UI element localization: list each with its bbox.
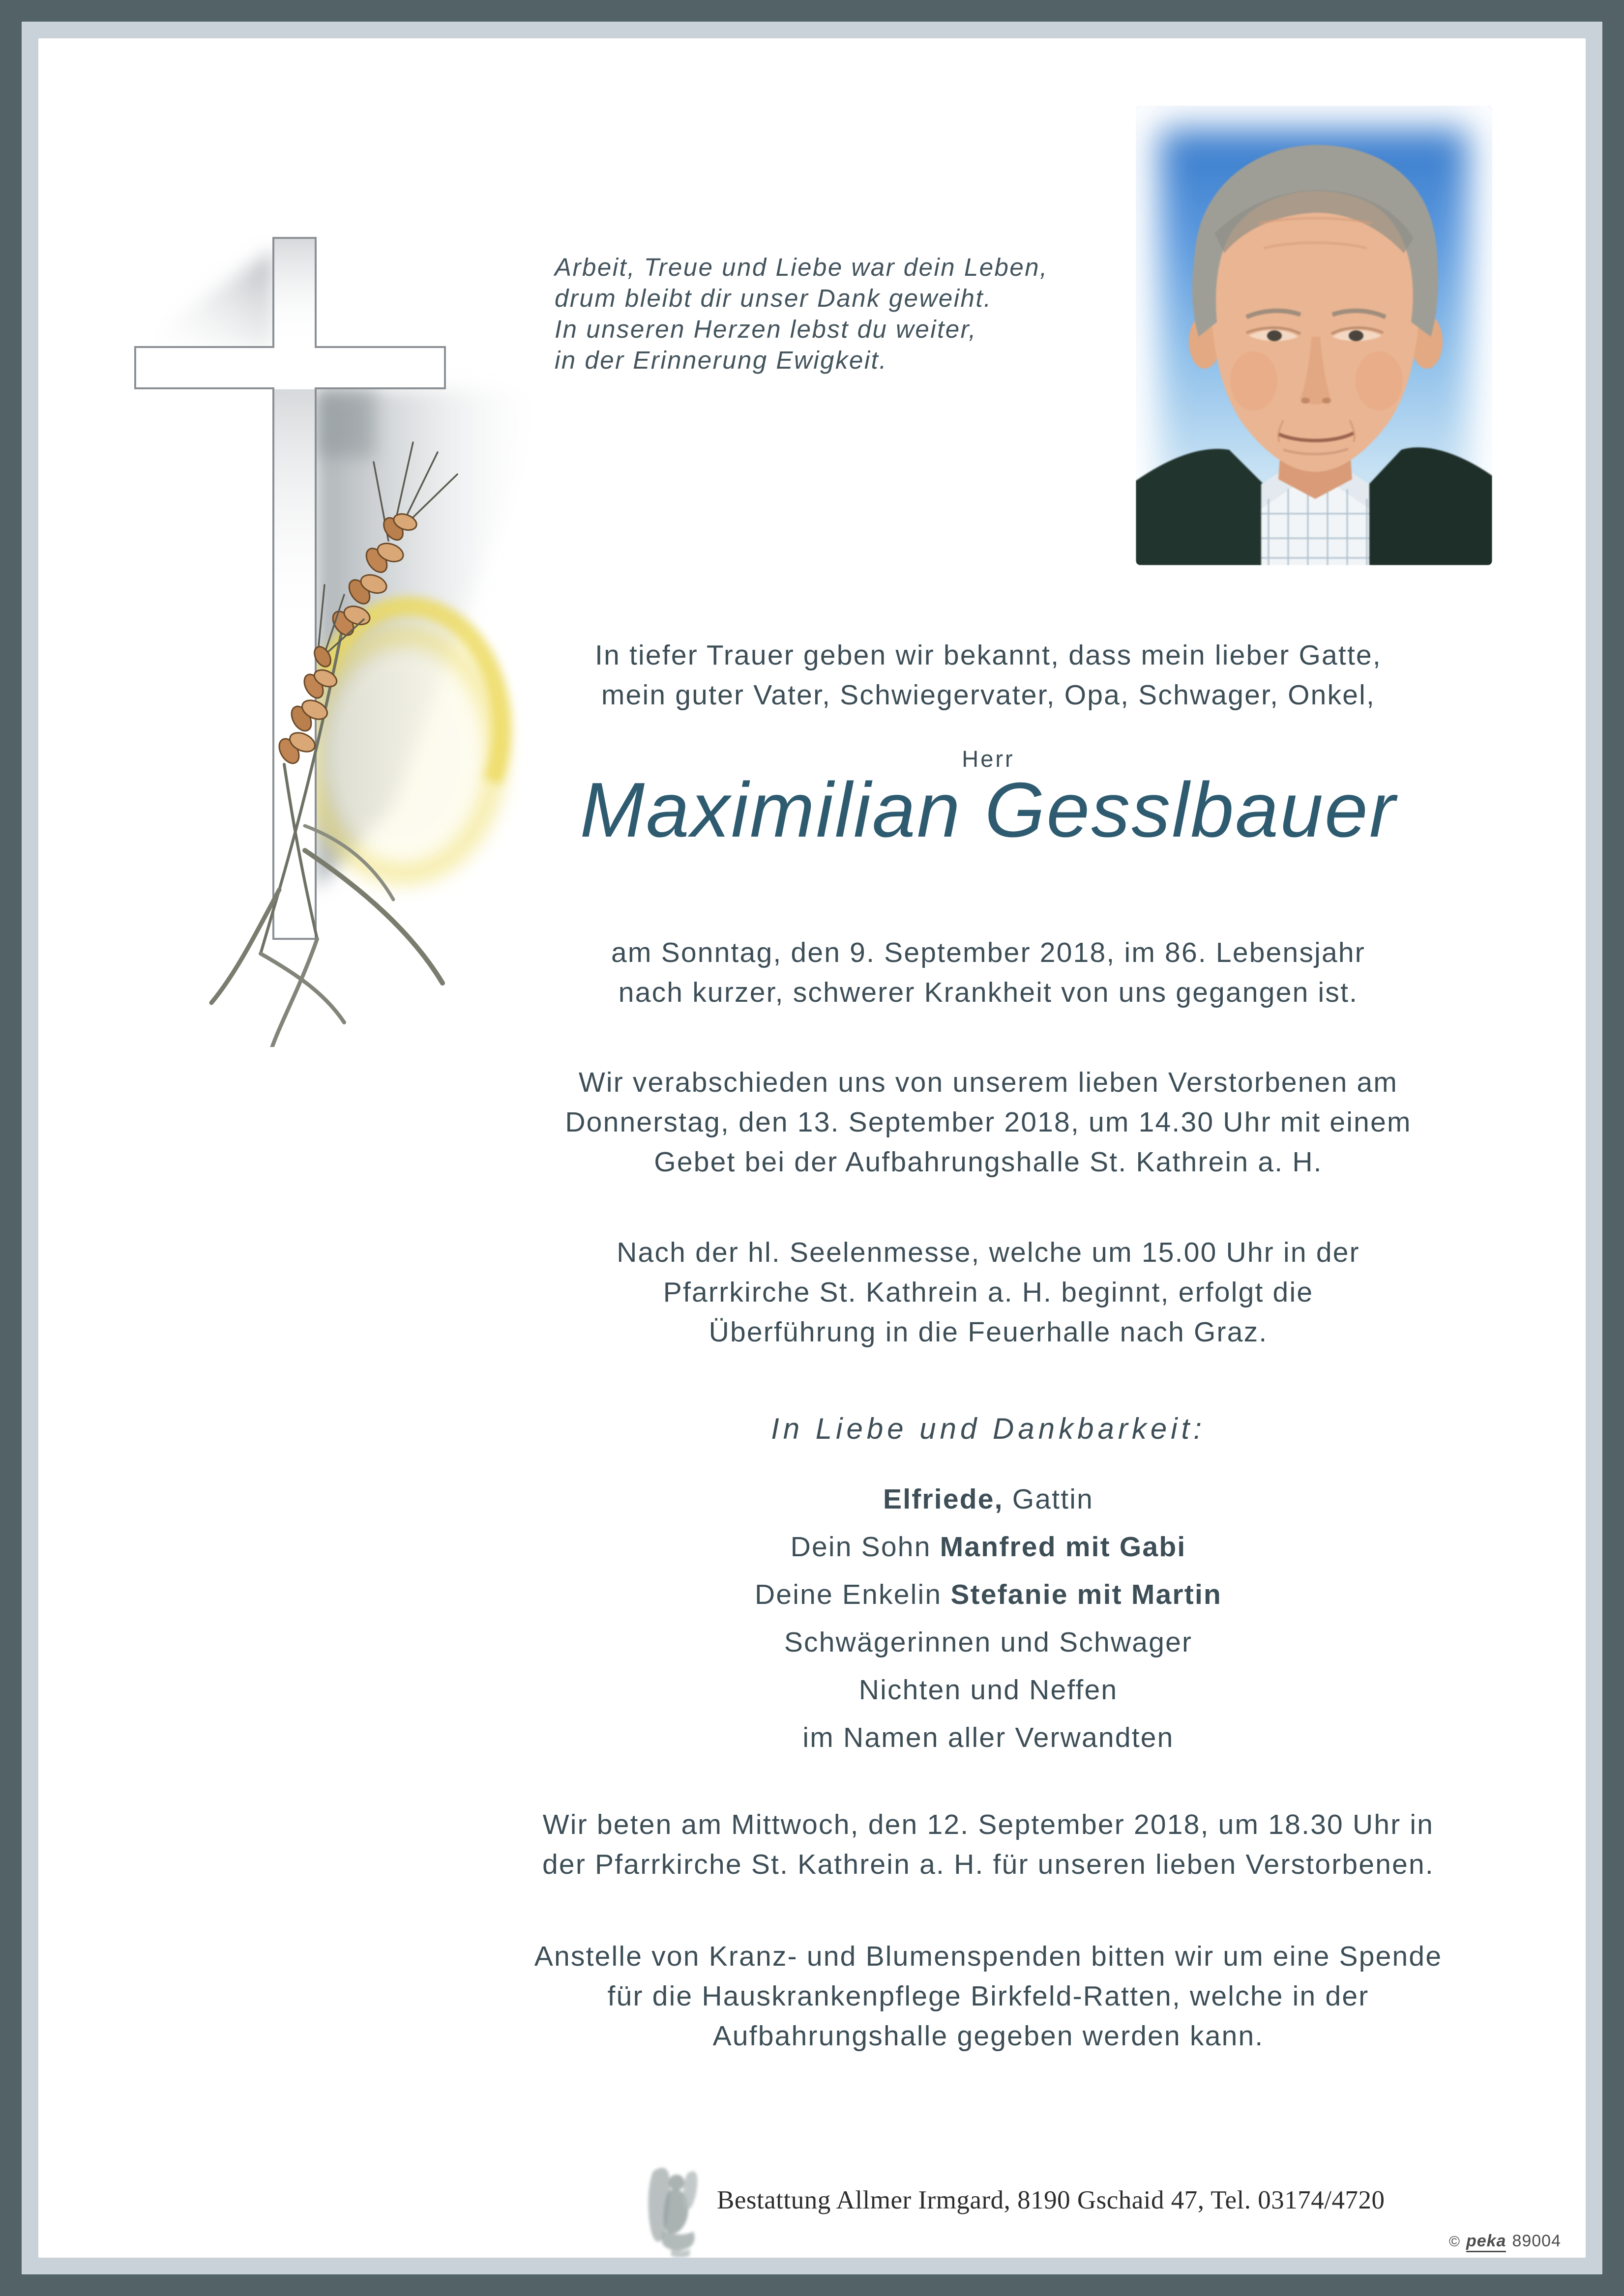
family-line-name: Stefanie mit Martin [950,1579,1222,1610]
family-line-name: Manfred mit Gabi [940,1531,1186,1563]
death-notice [467,933,1509,1013]
portrait-illustration [1136,106,1492,565]
poem-line: drum bleibt dir unser Dank geweiht. [555,284,992,312]
announcement-intro [467,636,1509,715]
donation-line: Anstelle von Kranz- und Blumenspenden bitten wir um eine Spende [534,1941,1443,1972]
family-line-text: Dein Sohn [790,1531,940,1563]
family-line-name: Elfriede, [883,1483,1004,1515]
farewell-line: Donnerstag, den 13. September 2018, um 14.30 Uhr mit einem [565,1106,1412,1138]
angel-logo [644,2162,706,2259]
poem-line: in der Erinnerung Ewigkeit. [555,346,887,374]
printer-brand: peka [1466,2232,1506,2252]
prayer-line: Wir beten am Mittwoch, den 12. September 2018, um 18.30 Uhr in [542,1809,1434,1840]
donation-line: für die Hauskrankenpflege Birkfeld-Ratten, welche in der [607,1980,1369,2012]
farewell-line: Gebet bei der Aufbahrungshalle St. Kathrein a. H. [654,1146,1323,1178]
family-line [467,1476,1509,1523]
printer-mark [1449,2232,1561,2252]
mourning-family-list [467,1476,1509,1762]
deceased-name: Maximilian Gesslbauer [580,767,1397,853]
honorific: Herr [962,746,1015,772]
family-line [467,1523,1509,1571]
mass-line: Nach der hl. Seelenmesse, welche um 15.00 Uhr in der [617,1237,1360,1268]
family-line [467,1571,1509,1619]
portrait-photo [1136,106,1492,565]
memorial-poem [555,252,1145,376]
family-line-text: Deine Enkelin [754,1579,951,1610]
prayer-paragraph [467,1805,1509,1885]
donation-line: Aufbahrungshalle gegeben werden kann. [712,2020,1264,2052]
intro-line: In tiefer Trauer geben wir bekannt, dass mein lieber Gatte, [595,639,1382,671]
mass-paragraph [467,1233,1509,1352]
copyright-icon: © [1448,2234,1460,2250]
family-line: Schwägerinnen und Schwager [784,1627,1193,1658]
donation-paragraph [467,1937,1509,2056]
poem-line: Arbeit, Treue und Liebe war dein Leben, [555,253,1048,281]
family-line: im Namen aller Verwandten [802,1722,1174,1753]
death-line: am Sonntag, den 9. September 2018, im 86. Lebensjahr [611,937,1365,968]
printer-number: 89004 [1512,2232,1561,2250]
poem-line: In unseren Herzen lebst du weiter, [555,315,977,343]
funeral-home-info: Bestattung Allmer Irmgard, 8190 Gschaid 47, Tel. 03174/4720 [717,2186,1385,2214]
cross-shading-left [135,250,273,347]
death-line: nach kurzer, schwerer Krankheit von uns gegangen ist. [618,977,1358,1008]
farewell-paragraph [467,1063,1509,1182]
gratitude-heading: In Liebe und Dankbarkeit: [771,1412,1206,1445]
family-line: Nichten und Neffen [858,1674,1118,1706]
intro-line: mein guter Vater, Schwiegervater, Opa, Schwager, Onkel, [601,679,1376,711]
mass-line: Überführung in die Feuerhalle nach Graz. [709,1316,1268,1348]
mass-line: Pfarrkirche St. Kathrein a. H. beginnt, erfolgt die [663,1277,1314,1308]
prayer-line: der Pfarrkirche St. Kathrein a. H. für unseren lieben Verstorbenen. [542,1849,1434,1880]
family-line-text: Gattin [1003,1483,1094,1515]
farewell-line: Wir verabschieden uns von unserem lieben Verstorbenen am [578,1067,1398,1098]
